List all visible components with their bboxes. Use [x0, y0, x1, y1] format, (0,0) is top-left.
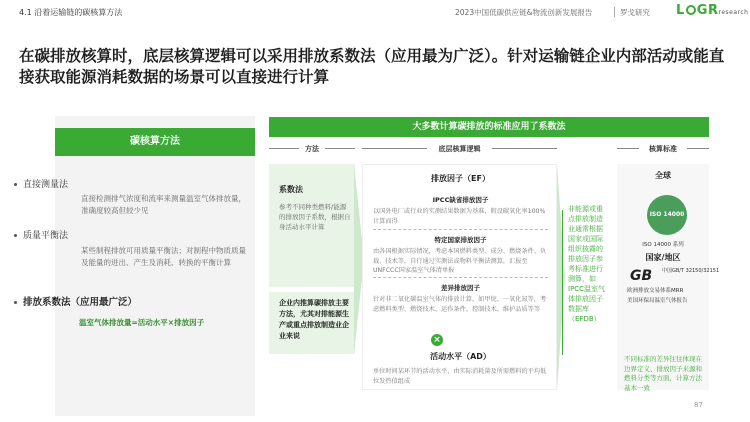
col-head-logic: 底层核算逻辑	[438, 145, 481, 153]
method-item-direct: 直接测量法	[14, 177, 68, 190]
method-box-note	[269, 292, 355, 354]
method-desc-direct: 直接检测排气浓度和流率来测量温室气体排放量，准确度较高但较少见	[81, 194, 246, 215]
method-box-title: 系数法	[279, 185, 303, 194]
iso-badge: ISO 14000	[647, 195, 687, 235]
ipcc-text: 以国外电厂或行业的实测结果数据为基准，假设碳氧化率100%计算而得	[373, 208, 546, 225]
eu-standard: 欧洲排放交易体系MRR	[627, 288, 684, 294]
diff-title: 差异排放因子	[441, 284, 480, 292]
bullet-icon	[14, 234, 17, 237]
national-title: 特定国家排放因子	[434, 236, 487, 244]
gb-text: 中国GB/T 32150/32151	[662, 268, 720, 274]
page-headline: 在碳排放核算时，底层核算逻辑可以采用排放系数法（应用最为广泛）。针对运输链企业内部活动或能直接获取能源消耗数据的场景可以直接进行计算	[19, 47, 725, 86]
method-box-text: 参考不同种类燃料/能源的排放因子系数，根据自身活动水平计算	[279, 203, 351, 231]
left-panel-title: 碳核算方法	[55, 128, 255, 156]
brand-name: 罗戈研究	[620, 8, 650, 17]
us-standard: 美国环保局温室气体报告	[627, 298, 688, 304]
diff-text: 针对非二氧化碳温室气体的排放计算，如甲烷、一氧化氮等，考虑燃料类型、燃烧技术、运作条件、控制技术、维护品质等等	[373, 296, 547, 313]
col-line	[325, 148, 355, 149]
method-item-emission-factor: 排放系数法（应用最广泛）	[14, 294, 137, 308]
page-number: 87	[694, 401, 703, 409]
activity-title: 活动水平（AD）	[430, 352, 491, 361]
col-line	[492, 148, 557, 149]
col-line	[269, 148, 299, 149]
chevron-right-icon	[557, 164, 565, 390]
logic-box	[362, 164, 557, 390]
efdb-line	[562, 210, 563, 355]
national-text: 由各国根据实际情况，考虑本国燃料类型、成分、燃烧条件、负载、技术等，自行通过实测法或物料平衡法测算，汇报至UNFCCC国家温室气体清单报	[373, 248, 547, 274]
col-head-standard: 核算标准	[649, 145, 677, 153]
col-head-method: 方法	[305, 145, 319, 153]
right-banner: 大多数计算碳排放的标准应用了系数法	[269, 117, 709, 137]
activity-text: 单位时间某环节的活动水平，由实际消耗量及所需燃料的平均低位发热值组成	[373, 368, 547, 385]
global-title: 全球	[655, 171, 671, 180]
method-box	[269, 164, 355, 287]
divider	[373, 277, 548, 278]
standard-note: 不同标准的差异往往体现在边界定义、排放因子来源和燃料分类等方面，计算方法基本一致	[624, 355, 702, 392]
gb-logo: GB	[630, 268, 653, 284]
bullet-icon	[14, 183, 17, 186]
logo-ring-icon	[686, 5, 696, 15]
iso-caption: ISO 14000 系列	[642, 242, 684, 248]
col-line	[617, 148, 639, 149]
divider	[373, 229, 548, 230]
factor-title: 排放因子（EF）	[431, 174, 490, 183]
col-line	[362, 148, 427, 149]
logo: L GRresearch	[676, 3, 749, 18]
report-title: 2023中国低碳供应链&物流创新发展报告	[455, 8, 593, 17]
header-divider	[614, 7, 615, 17]
multiply-icon: ×	[431, 334, 443, 346]
formula: 温室气体排放量=活动水平×排放因子	[79, 318, 205, 327]
method-box-note-text: 企业内推算碳排放主要方法，尤其对排能源生产或重点排放制造业企业来说	[279, 299, 349, 340]
section-label: 4.1 沿着运输链的碳核算方法	[19, 8, 123, 17]
method-item-mass-balance: 质量平衡法	[14, 228, 68, 241]
national-standard-title: 国家/地区	[645, 253, 681, 262]
header	[0, 0, 750, 24]
ipcc-title: IPCC缺省排放因子	[432, 196, 489, 204]
method-desc-mass-balance: 某些制程排放可用质量平衡法；对制程中物质质量及能量的进出、产生及消耗、转换的平衡计算	[81, 246, 246, 267]
col-line	[687, 148, 709, 149]
efdb-text: 非能源或重点排放制造业通常根据国家或国际组织披露的排放因子参考标准进行测算，如IPCC温室气体排放因子数据库（EFDB）	[568, 205, 606, 323]
bullet-icon	[14, 301, 17, 304]
